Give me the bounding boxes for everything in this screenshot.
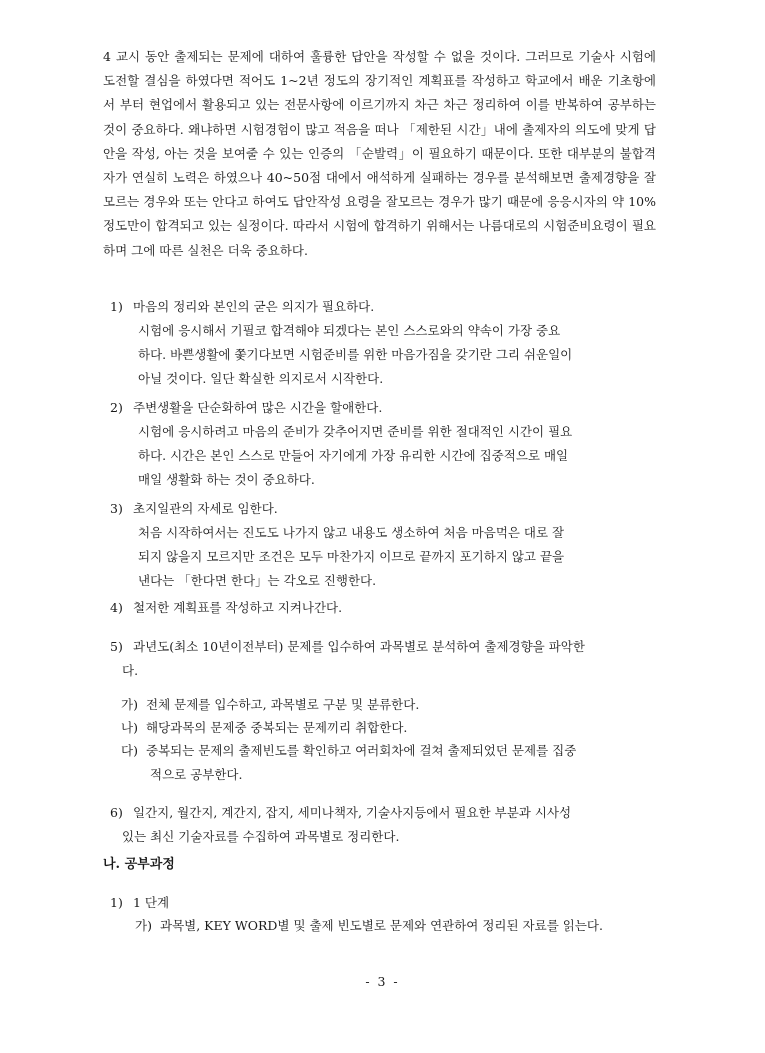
- item-line: 다.: [122, 663, 139, 678]
- item-body: [138, 420, 658, 492]
- sub-item-text: 과목별, KEY WORD별 및 출제 빈도별로 문제와 연관하여 정리된 자료를 읽는다.: [160, 918, 603, 933]
- item-number: 2): [110, 400, 123, 415]
- item-title: 일간지, 월간지, 계간지, 잡지, 세미나책자, 기술사지등에서 필요한 부분과 시사성: [133, 805, 572, 820]
- item-body: [122, 659, 642, 683]
- item-title: 마음의 정리와 본인의 굳은 의지가 필요하다.: [133, 299, 375, 314]
- item-continuation: 있는 최신 기술자료를 수집하여 과목별로 정리한다.: [122, 829, 400, 844]
- sub-item-text: 전체 문제를 입수하고, 과목별로 구분 및 분류한다.: [146, 697, 420, 712]
- sub-item-label: 다): [121, 743, 138, 758]
- item-line: 하다. 바쁜생활에 쫓기다보면 시험준비를 위한 마음가짐을 갖기란 그리 쉬운일이: [138, 347, 573, 362]
- item-line: 되지 않을지 모르지만 조건은 모두 마찬가지 이므로 끝까지 포기하지 않고 끝을: [138, 549, 565, 564]
- item-title: 철저한 계획표를 작성하고 지켜나간다.: [133, 600, 343, 615]
- item-body: [138, 521, 658, 593]
- sub-item-text: 해당과목의 문제중 중복되는 문제끼리 취합한다.: [146, 720, 408, 735]
- item-line: 시험에 응시하려고 마음의 준비가 갖추어지면 준비를 위한 절대적인 시간이 필요: [138, 424, 573, 439]
- item-title: 1 단계: [133, 895, 170, 910]
- item-number: 6): [110, 805, 123, 820]
- item-line: 하다. 시간은 본인 스스로 만들어 자기에게 가장 유리한 시간에 집중적으로 매일: [138, 448, 569, 463]
- item-line: 아닐 것이다. 일단 확실한 의지로서 시작한다.: [138, 371, 384, 386]
- item-number: 1): [110, 299, 123, 314]
- item-line: 매일 생활화 하는 것이 중요하다.: [138, 472, 315, 487]
- item-body: [138, 319, 658, 391]
- item-title: 초지일관의 자세로 임한다.: [133, 501, 278, 516]
- intro-paragraph: 4 교시 동안 출제되는 문제에 대하여 훌륭한 답안을 작성할 수 없을 것이다. 그러므로 기술사 시험에 도전할 결심을 하였다면 적어도 1~2년 정도의 장기적인 계획표를 작성하고 학교에서 배운 기초항에서 부터 현업에서 활용되고 있는 전문사항에 이르기까지 차근 차근 정리하여 이를 반복하여 공부하는 것이 중요하다. 왜냐하면 시험경험이 많고 적음을 떠나 「제한된 시간」내에 출제자의 의도에 맞게 답안을 작성, 아는 것을 보여줄 수 있는 인증의 「순발력」이 필요하기 때문이다. 또한 대부분의 불합격자가 연실히 노력은 하였으나 40~50점 대에서 애석하게 실패하는 경우를 분석해보면 출제경향을 잘모르는 경우와 또는 안다고 하여도 답안작성 요령을 잘모르는 경우가 많기 때문에 응응시자의 약 10% 정도만이 합격되고 있는 실정이다. 따라서 시험에 합격하기 위해서는 나름대로의 시험준비요령이 필요하며 그에 따른 실천은 더욱 중요하다.: [103, 49, 656, 258]
- sub-item-text: 중복되는 문제의 출제빈도를 확인하고 여러회차에 걸쳐 출제되었던 문제를 집중: [146, 743, 577, 758]
- item-number: 3): [110, 501, 123, 516]
- item-line: 처음 시작하여서는 진도도 나가지 않고 내용도 생소하여 처음 마음먹은 대로 잘: [138, 525, 565, 540]
- sub-item-label: 가): [135, 918, 152, 933]
- item-number: 1): [110, 895, 123, 910]
- sub-item-continuation: 적으로 공부한다.: [150, 767, 243, 782]
- item-line: 시험에 응시해서 기필코 합격해야 되겠다는 본인 스스로와의 약속이 가장 중요: [138, 323, 561, 338]
- page-number: - 3 -: [365, 974, 400, 989]
- item-line: 낸다는 「한다면 한다」는 각오로 진행한다.: [138, 573, 377, 588]
- section-heading: 나. 공부과정: [103, 857, 175, 872]
- item-title: 과년도(최소 10년이전부터) 문제를 입수하여 과목별로 분석하여 출제경향을 파악한: [133, 639, 585, 654]
- item-number: 4): [110, 600, 123, 615]
- sub-item-label: 가): [121, 697, 138, 712]
- item-title: 주변생활을 단순화하여 많은 시간을 할애한다.: [133, 400, 383, 415]
- item-number: 5): [110, 639, 123, 654]
- sub-item-label: 나): [121, 720, 138, 735]
